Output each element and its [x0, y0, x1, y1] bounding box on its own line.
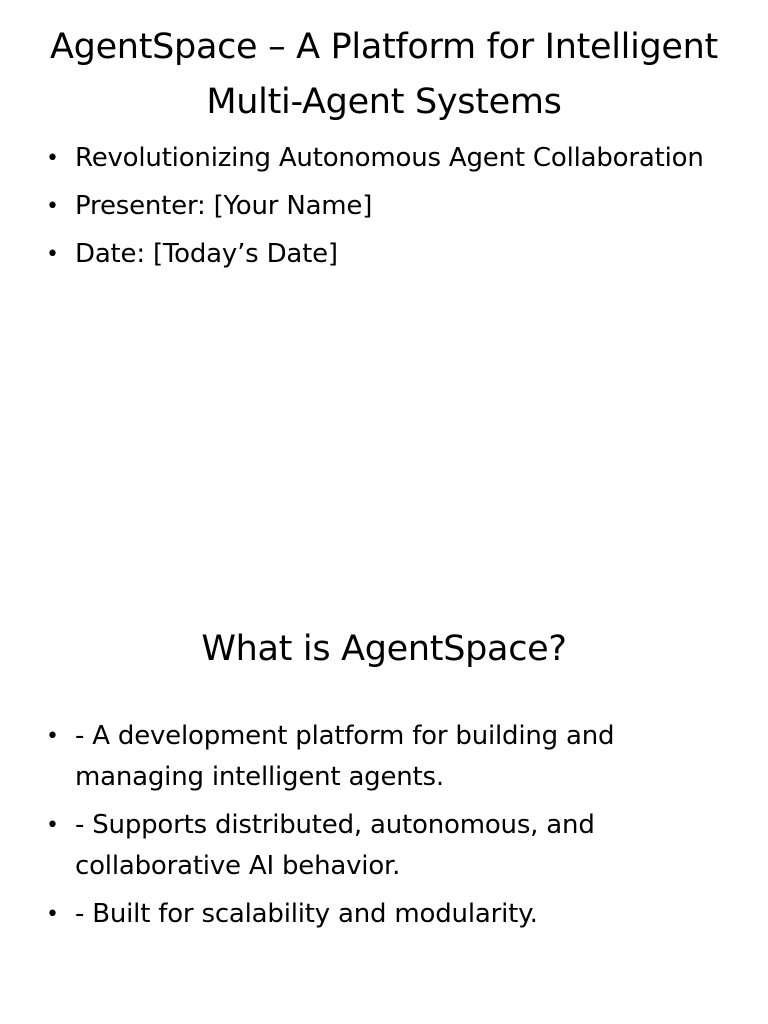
bullet-text: - A development platform for building and managing intelligent agents.: [75, 721, 615, 792]
bullet-icon: •: [46, 194, 59, 219]
bullet-icon: •: [46, 242, 59, 267]
bullet-text: Date: [Today’s Date]: [75, 239, 338, 269]
bullet-text: Presenter: [Your Name]: [75, 191, 373, 221]
bullet-item: [40, 894, 730, 935]
bullet-item: [40, 716, 730, 798]
bullet-item: [40, 234, 730, 275]
bullet-icon: •: [46, 724, 59, 749]
bullet-icon: •: [46, 146, 59, 171]
bullet-icon: •: [46, 813, 59, 838]
slide-title: AgentSpace – A Platform for Intelligent Multi-Agent Systems: [50, 27, 718, 122]
bullet-text: - Supports distributed, autonomous, and collaborative AI behavior.: [75, 810, 595, 881]
bullet-item: [40, 186, 730, 227]
bullet-list: [40, 716, 730, 942]
bullet-item: [40, 805, 730, 887]
bullet-icon: •: [46, 902, 59, 927]
slide-what-is: [0, 512, 768, 1024]
bullet-item: [40, 138, 730, 179]
bullet-list: [40, 138, 730, 282]
bullet-text: - Built for scalability and modularity.: [75, 899, 538, 929]
bullet-text: Revolutionizing Autonomous Agent Collaboration: [75, 143, 704, 173]
slide-title: What is AgentSpace?: [201, 629, 567, 669]
